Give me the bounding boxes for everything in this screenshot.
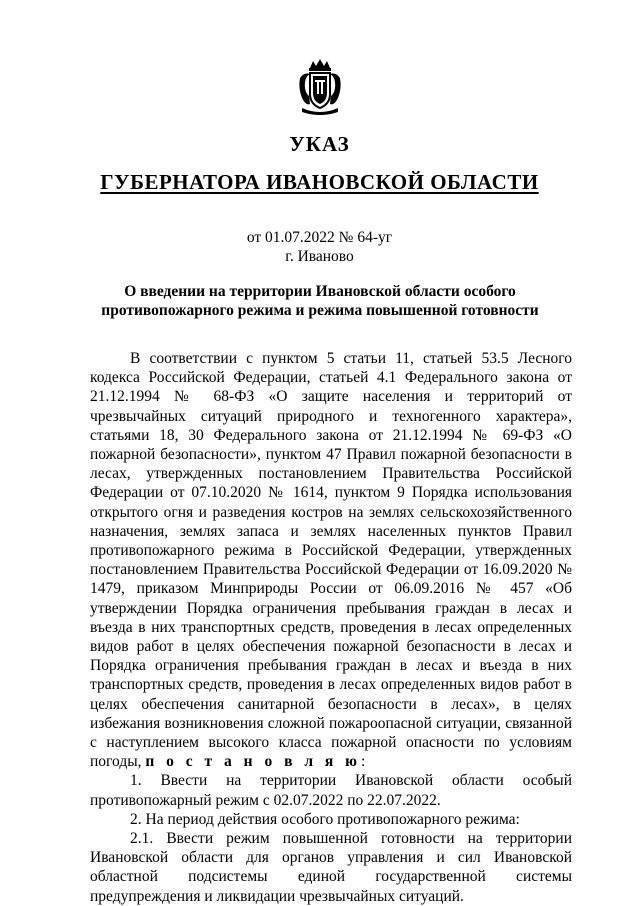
document-subject: О введении на территории Ивановской области особого противопожарного режима и режима повышенной готовности — [101, 283, 539, 319]
paragraph-1: 1. Ввести на территории Ивановской области особый противопожарный режим с 02.07.2022 по 22.07.2022. — [90, 772, 572, 809]
coat-of-arms-emblem — [296, 58, 344, 116]
document-subtitle: ГУБЕРНАТОРА ИВАНОВСКОЙ ОБЛАСТИ — [100, 170, 539, 194]
paragraph-2-1: 2.1. Ввести режим повышенной готовности на территории Ивановской области для органов управления и сил Ивановской областной подсистемы единой государственной системы предупреждения и ликвидации чрезвычайных ситуаций. — [90, 830, 572, 905]
decree-colon: : — [361, 753, 366, 771]
document-body — [90, 349, 572, 906]
preamble-text: В соответствии с пунктом 5 статьи 11, статьей 53.5 Лесного кодекса Российской Федерации, статьей 4.1 Федерального закона от 21.12.1994 № 68-ФЗ «О защите населения и территорий от чрезвычайных ситуаций природного и техногенного характера», статьями 18, 30 Федерального закона от 21.12.1994 № 69-ФЗ «О пожарной безопасности», пунктом 47 Правил пожарной безопасности в лесах, утвержденных постановлением Правительства Российской Федерации от 07.10.2020 № 1614, пунктом 9 Порядка использования открытого огня и разведения костров на землях сельскохозяйственного назначения, землях запаса и землях населенных пунктов Правил противопожарного режима в Российской Федерации, утвержденных постановлением Правительства Российской Федерации от 16.09.2020 № 1479, приказом Минприроды России от 06.09.2016 № 457 «Об утверждении Порядка ограничения пребывания граждан в лесах и въезда в них транспортных средств, проведения в лесах определенных видов работ в целях обеспечения пожарной безопасности в лесах и Порядка ограничения пребывания граждан в лесах и въезда в них транспортных средств, проведения в лесах определенных видов работ в целях обеспечения санитарной безопасности в лесах», в целях избежания возникновения сложной пожароопасной ситуации, связанной с наступлением высокого класса пожарной опасности по условиям погоды, — [90, 350, 572, 771]
document-date-number: от 01.07.2022 № 64-уг — [246, 229, 393, 246]
paragraph-2: 2. На период действия особого противопожарного режима: — [130, 810, 520, 828]
document-title: УКАЗ — [289, 132, 350, 156]
decree-word: п о с т а н о в л я ю — [145, 753, 362, 771]
document-city: г. Иваново — [285, 248, 354, 265]
